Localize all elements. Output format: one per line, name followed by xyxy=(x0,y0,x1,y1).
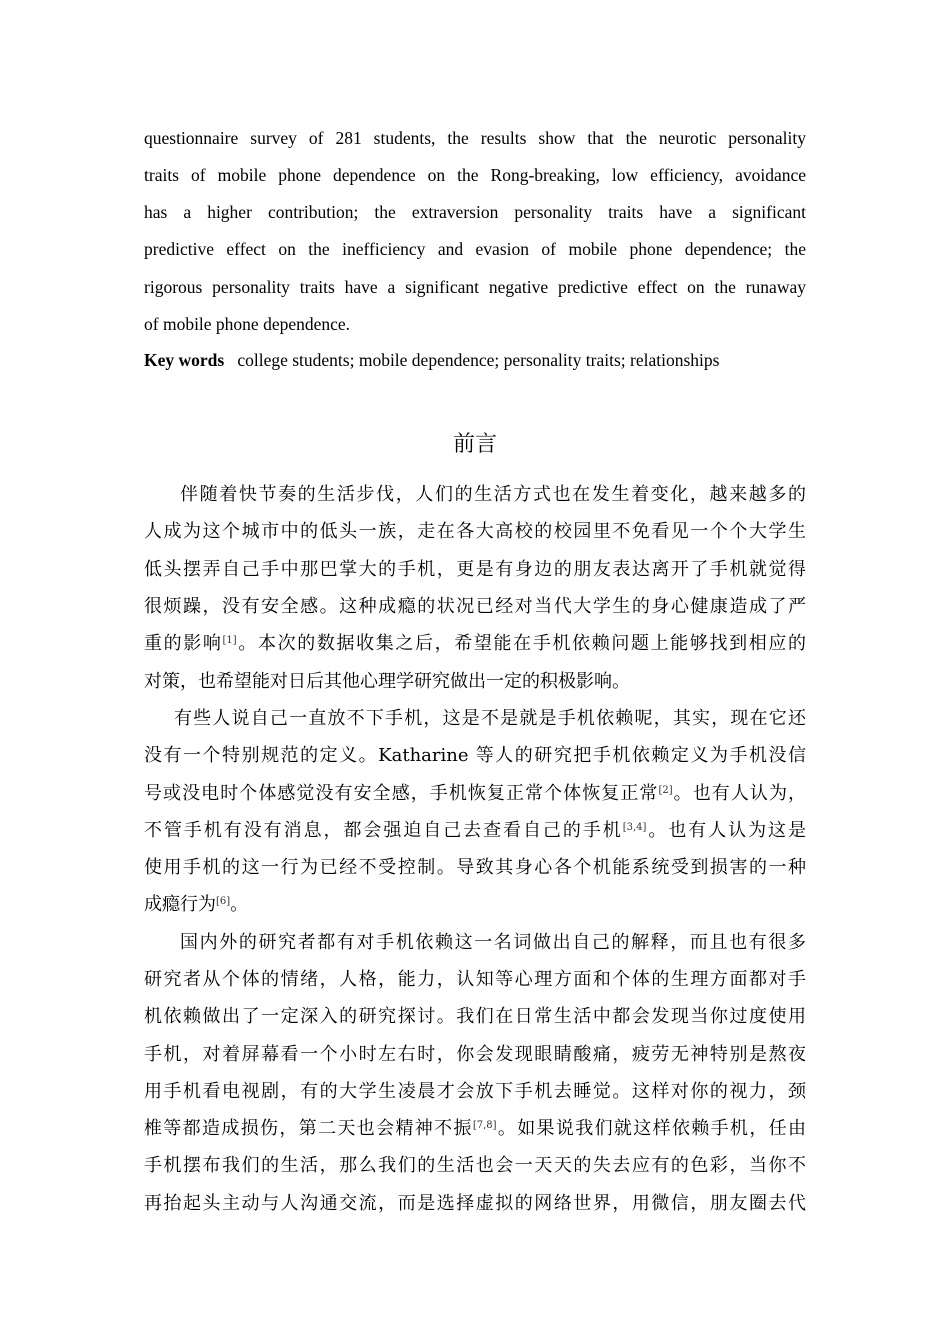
abstract-line-1: questionnaire survey of 281 students, the results show that the neurotic personality xyxy=(144,128,806,148)
p2-line-4 xyxy=(144,820,806,842)
abstract-line-6: of mobile phone dependence. xyxy=(144,314,351,334)
p2-line-3-b: 。也有人认为， xyxy=(672,783,807,804)
p2-line-6 xyxy=(144,894,806,916)
p2-line-4-a: 不管手机有没有消息，都会强迫自己去查看自己的手机 xyxy=(144,820,623,841)
abstract-line-4: predictive effect on the inefficiency and evasion of mobile phone dependence; the xyxy=(144,239,806,259)
p2-line-3-a: 号或没电时个体感觉没有安全感，手机恢复正常个体恢复正常 xyxy=(144,783,659,804)
abstract-line-3: has a higher contribution; the extraversion personality traits have a significant xyxy=(144,202,806,222)
p2-line-4-b: 。也有人认为这是 xyxy=(646,820,807,841)
abstract-line-2: traits of mobile phone dependence on the Rong-breaking, low efficiency, avoidance xyxy=(144,165,806,185)
p3-line-3: 机依赖做出了一定深入的研究探讨。我们在日常生活中都会发现当你过度使用 xyxy=(144,1006,806,1027)
p1-line-5 xyxy=(144,633,806,655)
citation-ref: [1] xyxy=(222,635,237,646)
citation-ref: [7,8] xyxy=(472,1120,497,1131)
p1-line-5-b: 。本次的数据收集之后，希望能在手机依赖问题上能够找到相应的 xyxy=(236,633,807,654)
section-title: 前言 xyxy=(452,432,497,457)
keywords-label: Key words xyxy=(144,350,225,370)
p2-line-1: 有些人说自己一直放不下手机，这是不是就是手机依赖呢，其实，现在它还 xyxy=(174,708,806,729)
p1-line-1: 伴随着快节奏的生活步伐，人们的生活方式也在发生着变化，越来越多的 xyxy=(180,484,806,505)
p2-line-6-a: 成瘾行为 xyxy=(144,894,216,915)
citation-ref: [2] xyxy=(658,785,673,796)
p3-line-6-a: 椎等都造成损伤，第二天也会精神不振 xyxy=(144,1118,473,1139)
p1-line-5-a: 重的影响 xyxy=(144,633,223,654)
p3-line-5: 用手机看电视剧，有的大学生凌晨才会放下手机去睡觉。这样对你的视力，颈 xyxy=(144,1081,806,1102)
p3-line-6 xyxy=(144,1118,806,1140)
p3-line-8: 再抬起头主动与人沟通交流，而是选择虚拟的网络世界，用微信，朋友圈去代 xyxy=(144,1193,806,1214)
p3-line-6-b: 。如果说我们就这样依赖手机，任由 xyxy=(496,1118,806,1139)
abstract-line-5: rigorous personality traits have a significant negative predictive effect on the runaway xyxy=(144,277,806,297)
keywords-line xyxy=(144,349,806,371)
p3-line-2: 研究者从个体的情绪，人格，能力，认知等心理方面和个体的生理方面都对手 xyxy=(144,969,806,990)
p2-line-6-b: 。 xyxy=(230,894,249,915)
p1-line-2: 人成为这个城市中的低头一族，走在各大高校的校园里不免看见一个个大学生 xyxy=(144,521,806,542)
citation-ref: [6] xyxy=(216,896,231,907)
p2-line-5: 使用手机的这一行为已经不受控制。导致其身心各个机能系统受到损害的一种 xyxy=(144,857,806,878)
p2-line-3 xyxy=(144,783,806,805)
p3-line-1: 国内外的研究者都有对手机依赖这一名词做出自己的解释，而且也有很多 xyxy=(180,932,806,953)
p2-line-2: 没有一个特别规范的定义。Katharine 等人的研究把手机依赖定义为手机没信 xyxy=(144,745,806,766)
p1-line-4: 很烦躁，没有安全感。这种成瘾的状况已经对当代大学生的身心健康造成了严 xyxy=(144,596,806,617)
citation-ref: [3,4] xyxy=(622,822,647,833)
p3-line-4: 手机，对着屏幕看一个小时左右时，你会发现眼睛酸痛，疲劳无神特别是熬夜 xyxy=(144,1044,806,1065)
p1-line-3: 低头摆弄自己手中那巴掌大的手机，更是有身边的朋友表达离开了手机就觉得 xyxy=(144,559,806,580)
keywords-text: college students; mobile dependence; personality traits; relationships xyxy=(237,350,720,370)
p1-line-6: 对策，也希望能对日后其他心理学研究做出一定的积极影响。 xyxy=(144,671,630,692)
p3-line-7: 手机摆布我们的生活，那么我们的生活也会一天天的失去应有的色彩，当你不 xyxy=(144,1155,806,1176)
